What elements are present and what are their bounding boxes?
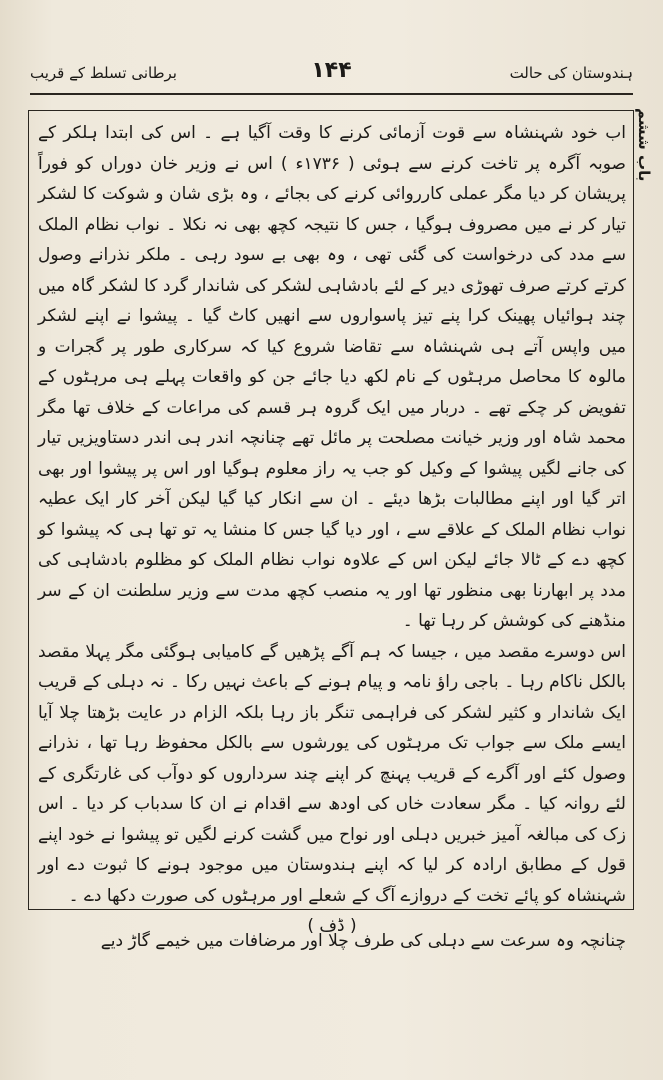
chapter-title: ہندوستان کی حالت bbox=[509, 64, 633, 82]
page-header bbox=[30, 58, 633, 92]
quote-attribution: ( ڈف ) bbox=[307, 916, 357, 936]
running-title: برطانی تسلط کے قریب bbox=[30, 64, 177, 82]
chapter-side-label: باب ششم bbox=[635, 108, 653, 182]
page-number: ۱۴۴ bbox=[311, 58, 352, 83]
paragraph-1: اب خود شہنشاہ سے قوت آزمائی کرنے کا وقت آگیا ہے ۔ اس کی ابتدا ہلکر کے صوبہ آگرہ پر تاخت کرنے سے ہوئی ( ۱۷۳۶ء ) اس نے وزیر خان دوراں کو فوراً پریشان کر دیا مگر عملی کارروائی کرنے کی بجائے ، وہ بڑی شان و شوکت کا لشکر تیار کر نے میں مصروف ہوگیا ، جس کا نتیجہ کچھ بھی نہ نکلا ۔ نواب نظام الملک سے مدد کی درخواست کی گئی تھی ، وہ بھی بے سود رہی ۔ ملکر نذرانے وصول کرتے کرتے صرف تھوڑی دیر کے لئے بادشاہی لشکر کی شاندار گرد کا لشکر گاہ میں چند ہوائیاں پھینک کرا پنے تیز پاسواروں سے انھیں کاٹ گیا ۔ پیشوا نے اپنے لشکر میں واپس آتے ہی شہنشاہ سے تقاضا شروع کیا کہ سرکاری طور پر گجرات و مالوہ کا محاصل مرہٹوں کے نام لکھ دیا جائے جن کو واقعات پہلے ہی مرہٹوں کے تفویض کر چکے تھے ۔ دربار میں ایک گروہ ہر قسم کی مراعات کے خلاف تھا مگر محمد شاہ اور وزیر خیانت مصلحت پر مائل تھے چنانچہ اندر ہی اندر دستاویزیں تیار کی جانے لگیں پیشوا کے وکیل کو جب یہ راز معلوم ہوگیا اور اس پر پیشوا اور بھی اتر گیا اور اپنے مطالبات بڑھا دیئے ۔ ان سے انکار کیا گیا لیکن آخر کار ایک عطیہ نواب نظام الملک کے علاقے سے ، اور دیا گیا جس کا منشا یہ تو تھا ہی کہ پیشوا کو کچھ دے کے ٹالا جائے لیکن اس کے علاوہ نواب نظام الملک کو مظلوم بادشاہی کی مدد پر ابھارنا بھی منظور تھا اور یہ منصب کچھ مدت سے وزیر سلطنت ان کے سر منڈھنے کی کوشش کر رہا تھا ۔ bbox=[38, 123, 626, 631]
header-rule bbox=[30, 93, 633, 95]
quoted-passage bbox=[38, 118, 626, 942]
paragraph-2: اس دوسرے مقصد میں ، جیسا کہ ہم آگے پڑھیں گے کامیابی ہوگئی مگر پہلا مقصد بالکل ناکام رہا ۔ باجی راؤ نامہ و پیام ہونے کے باعث نہیں رکا ۔ نہ دہلی کے قریب ایک شاندار و کثیر لشکر کی فراہمی تنگر باز رہا بلکہ الزام در عایت بڑھتا چلا آیا ایسے ملک سے جواب تک مرہٹوں کی یورشوں سے بالکل محفوظ رہا تھا ، نذرانے وصول کئے اور آگرے کے قریب پہنچ کر اپنے چند سرداروں کو دوآب کی غارتگری کے لئے روانہ کیا ۔ مگر سعادت خاں کی اودھ سے اقدام نے ان کا سدباب کر دیا ۔ اس زک کی مبالغہ آمیز خبریں دہلی اور نواح میں گشت کرنے لگیں تو پیشوا نے خود اپنے قول کے مطابق ارادہ کر لیا کہ اپنے ہندوستان میں موجود ہونے کا ثبوت دے اور شہنشاہ کو پائے تخت کے دروازے آگ کے شعلے اور مرہٹوں کی صورت دکھا دے ۔ bbox=[38, 641, 626, 906]
closing-line: چنانچہ وہ سرعت سے دہلی کی طرف چلا اور مرضافات میں خیمے گاڑ دیے bbox=[100, 931, 626, 951]
